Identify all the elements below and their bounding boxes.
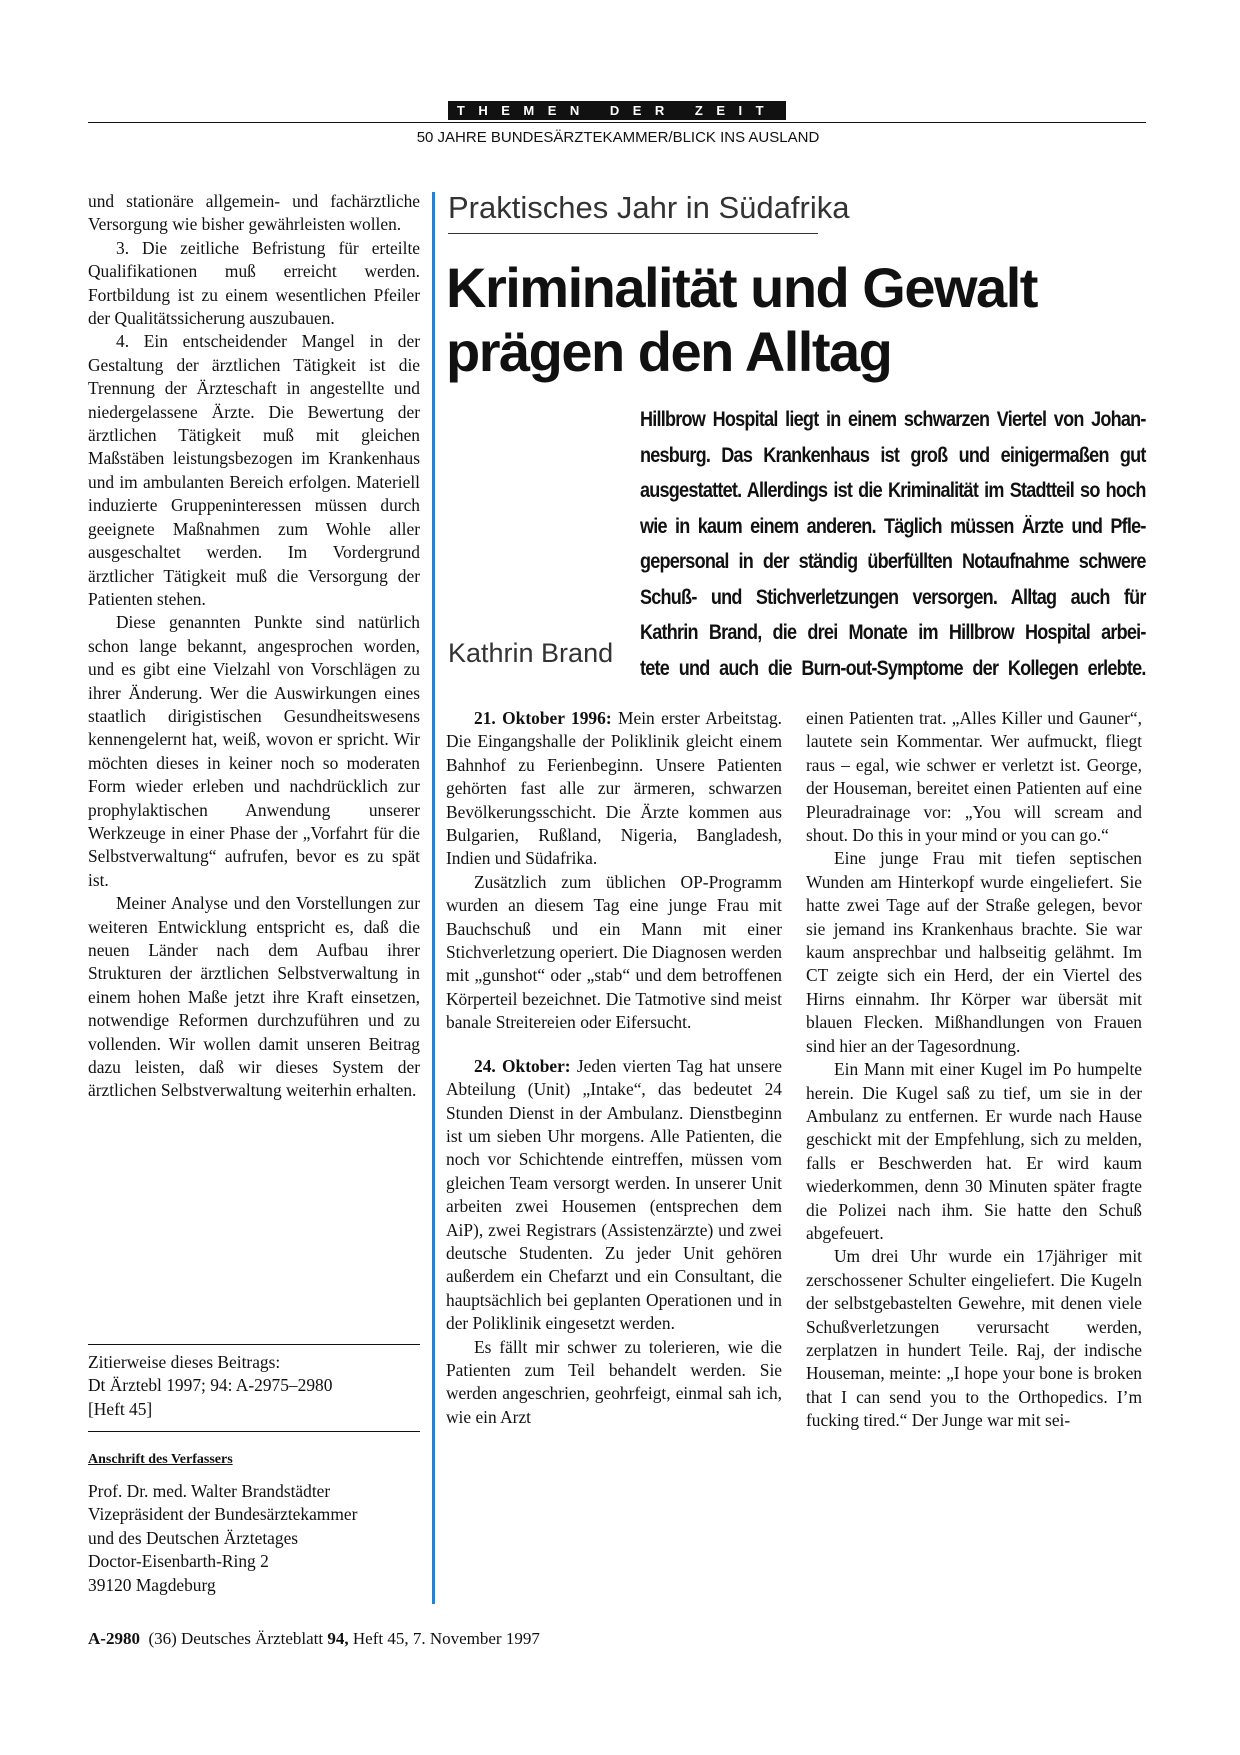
volume-number: 94, [327,1629,349,1648]
page-footer [88,1628,540,1650]
lead-line: Kathrin Brand, die drei Monate im Hillbrow Hospital arbei- [640,621,1146,644]
section-subtitle: 50 JAHRE BUNDESÄRZTEKAMMER/BLICK INS AUSLAND [416,129,820,146]
body-paragraph [446,1055,782,1336]
left-paragraph: Diese genannten Punkte sind natürlich schon lange bekannt, angesprochen worden, und es gibt eine Vielzahl von Vorschlägen zu ihrer Änderung. Wer die Auswirkungen eines staatlich dirigistischen Gesundheitswesens kennengelernt hat, weiß, wovon er spricht. Wir möchten dieses in keiner noch so moderaten Form wieder erleben und nachdrücklich zur prophylaktischen Anwendung unserer Werkzeuge in einer Phase der „Vorfahrt für die Selbstverwaltung“ aufrufen, bevor es zu spät ist. [88,612,420,890]
address-line: Vizepräsident der Bundesärztekammer [88,1504,358,1525]
body-paragraph: Eine junge Frau mit tiefen septischen Wunden am Hinterkopf wurde eingeliefert. Sie hatte zwei Tage auf der Straße gelegen, bevor sie jemand ins Krankenhaus brachte. Sie war kaum ansprechbar und halbseitig gelähmt. Im CT zeigte sich ein Herd, der ein Viertel des Hirns einnahm. Ihr Körper war übersät mit blauen Flecken. Mißhandlungen von Frauen sind hier an der Tagesordnung. [806,848,1142,1056]
diary-date: 21. Oktober 1996: [474,708,612,728]
left-paragraph: Meiner Analyse und den Vorstellungen zur weiteren Entwicklung entspricht es, daß die neuen Länder nach dem Aufbau ihrer Strukturen der ärztlichen Selbstverwaltung in einem hohen Maße jetzt ihre Kraft einsetzen, notwendige Reformen durchzuführen und zu vollenden. Wir wollen damit unseren Beitrag dazu leisten, daß wir dieses System der ärztlichen Selbstverwaltung weiterhin erhalten. [88,893,420,1101]
lead-line: nesburg. Das Krankenhaus ist groß und einigermaßen gut [640,443,1146,467]
author-name: Kathrin Brand [448,638,614,668]
paragraph-text: Jeden vierten Tag hat unsere Abteilung (Unit) „Intake“, das bedeutet 24 Stunden Dienst in der Ambulanz. Dienstbeginn ist um sieben Uhr morgens. Alle Patienten, die noch vor Schichtende eintreffen, müssen vom gleichen Team versorgt werden. In unserer Unit arbeiten zwei Housemen (entsprechen dem AiP), zwei Registrars (Assistenzärzte) und zwei deutsche Studenten. Zu jeder Unit gehören außerdem ein Chefarzt und ein Consultant, die hauptsächlich bei geplanten Operationen und in der Poliklinik eingesetzt werden. [446,1055,782,1334]
article-headline [446,256,1146,384]
header-rule [88,122,1146,123]
address-line: und des Deutschen Ärztetages [88,1527,299,1548]
citation-box [88,1344,420,1432]
body-paragraph: Zusätzlich zum üblichen OP-Programm wurden an diesem Tag eine junge Frau mit Bauchschuß und ein Mann mit einer Stichverletzung operiert. Die Diagnosen werden mit „gunshot“ oder „stab“ und dem betroffenen Körperteil bezeichnet. Die Tatmotive sind meist banale Streitereien oder Eifersucht. [446,871,782,1033]
body-paragraph [446,707,782,871]
headline-line: Kriminalität und Gewalt [446,256,1037,319]
footer-text: Heft 45, 7. November 1997 [348,1629,540,1648]
body-paragraph: Es fällt mir schwer zu tolerieren, wie die Patienten zum Teil behandelt werden. Sie werden angeschrien, geohrfeigt, einmal sah ich, wie ein Arzt [446,1336,782,1427]
author-address [88,1480,420,1597]
lead-line: Hillbrow Hospital liegt in einem schwarzen Viertel von Johan- [640,408,1146,431]
article-lead [640,402,1146,686]
lead-line: wie in kaum einem anderen. Täglich müssen Ärzte und Pfle- [640,514,1146,538]
citation-line: [Heft 45] [88,1398,153,1419]
section-tag: THEMEN DER ZEIT [448,101,786,120]
paragraph-text: Mein erster Arbeitstag. Die Eingangshalle der Poliklinik gleicht einem Bahnhof zu Ferienbeginn. Unsere Patienten gehörten fast alle zur ärmeren, schwarzen Bevölkerungsschicht. Die Ärzte kommen aus Bulgarien, Rußland, Nigeria, Bangladesh, Indien und Südafrika. [446,708,782,869]
address-line: 39120 Magdeburg [88,1574,216,1595]
left-paragraph: 3. Die zeitliche Befristung für erteilte Qualifikationen muß erreicht werden. Fortbildung ist zu einem wesentlichen Pfeiler der Qualitätssicherung auszubauen. [88,237,420,329]
article-kicker: Praktisches Jahr in Südafrika [448,190,850,225]
right-column [806,707,1142,1433]
diary-date: 24. Oktober: [474,1055,571,1076]
body-paragraph: Um drei Uhr wurde ein 17jähriger mit zerschossener Schulter eingeliefert. Die Kugeln der selbstgebastelten Gewehre, mit denen viele Schußverletzungen verursacht werden, zerplatzen in hundert Teile. Raj, der indische Houseman, meinte: „I hope your bone is broken that I can send you to the Orthopedics. I’m fucking tired.“ Der Junge war mit sei- [806,1246,1142,1431]
citation-line: Zitierweise dieses Beitrags: [88,1352,281,1372]
lead-line: gepersonal in der ständig überfüllten Notaufnahme schwere [640,550,1146,573]
left-column [88,190,420,1103]
lead-line: Schuß- und Stichverletzungen versorgen. Alltag auch für [640,585,1146,609]
lead-line: ausgestattet. Allerdings ist die Kriminalität im Stadtteil so hoch [640,479,1146,502]
headline-line: prägen den Alltag [446,320,892,383]
footer-text: (36) Deutsches Ärzteblatt [139,1629,328,1648]
address-line: Prof. Dr. med. Walter Brandstädter [88,1481,331,1501]
address-line: Doctor-Eisenbarth-Ring 2 [88,1551,269,1572]
left-paragraph: und stationäre allgemein- und fachärztliche Versorgung wie bisher gewährleisten wollen. [88,191,420,235]
page-code: A-2980 [88,1629,140,1648]
body-paragraph: Ein Mann mit einer Kugel im Po humpelte herein. Die Kugel saß zu tief, um sie in der Ambulanz zu entfernen. Er wurde nach Hause geschickt mit der Empfehlung, sich zu melden, falls er Beschwerden hat. Er wird kaum wiederkommen, denn 30 Minuten später fragte die Polizei nach ihm. Sie hatte den Schuß abgefeuert. [806,1059,1142,1243]
body-paragraph: einen Patienten trat. „Alles Killer und Gauner“, lautete sein Kommentar. Wer aufmuckt, fliegt raus – egal, wie schwer er verletzt ist. George, der Houseman, bereitet einen Patienten auf eine Pleuradrainage vor: „You will scream and shout. Do this in your mind or you can go.“ [806,708,1142,846]
middle-column [446,707,782,1429]
article-accent-rule [432,192,435,1604]
citation-line: Dt Ärztebl 1997; 94: A-2975–2980 [88,1375,333,1396]
left-paragraph: 4. Ein entscheidender Mangel in der Gestaltung der ärztlichen Tätigkeit ist die Trennung der Ärzteschaft in angestellte und niedergelassene Ärzte. Die Bewertung der ärztlichen Tätigkeit muß mit gleichen Maßstäben leistungsbezogen im Krankenhaus und im ambulanten Bereich erfolgen. Materiell induzierte Gruppeninteressen müssen durch geeignete Maßnahmen zum Wohle aller ausgeschaltet werden. Im Vordergrund ärztlicher Tätigkeit muß die Versorgung der Patienten stehen. [88,331,420,609]
kicker-underline [448,233,818,234]
address-heading: Anschrift des Verfassers [88,1452,233,1467]
lead-line: tete und auch die Burn-out-Symptome der Kollegen erlebte. [640,656,1146,680]
